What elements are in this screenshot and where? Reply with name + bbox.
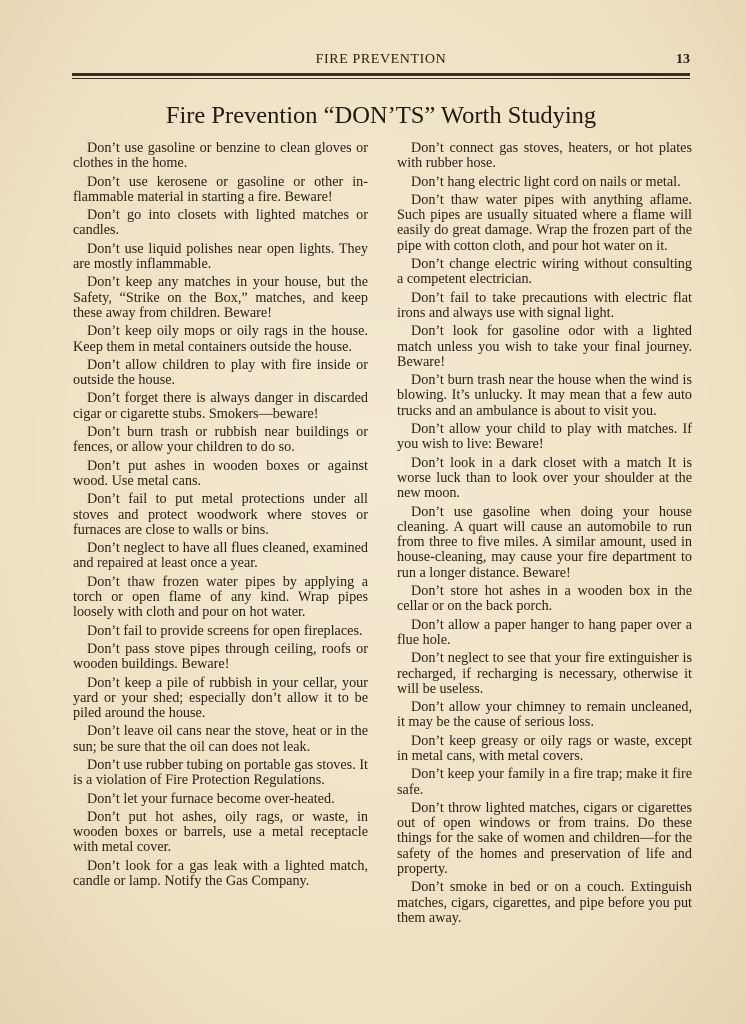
dont-item: Don’t smoke in bed or on a couch. Extinguish matches, cigars, cigarettes, and pipe before you put them away. bbox=[397, 879, 692, 926]
dont-item: Don’t use rubber tubing on portable gas stoves. It is a violation of Fire Protection Regulations. bbox=[73, 756, 368, 789]
dont-item: Don’t look for a gas leak with a lighted match, candle or lamp. Notify the Gas Company. bbox=[73, 857, 368, 890]
dont-item: Don’t allow a paper hanger to hang paper over a flue hole. bbox=[397, 616, 692, 648]
dont-item: Don’t look for gasoline odor with a lighted match unless you wish to take your final journey. Beware! bbox=[397, 323, 692, 370]
dont-item: Don’t fail to provide screens for open fireplaces. bbox=[87, 622, 363, 639]
dont-item: Don’t use gasoline or benzine to clean gloves or clothes in the home. bbox=[73, 140, 368, 172]
dont-item: Don’t throw lighted matches, cigars or cigarettes out of open windows or from trains. Do these things for the sake of women and children—for the safety of the homes and preservation of life and property. bbox=[397, 799, 692, 878]
dont-item: Don’t burn trash or rubbish near buildings or fences, or allow your children to do so. bbox=[73, 424, 368, 456]
dont-item: Don’t hang electric light cord on nails or metal. bbox=[411, 173, 681, 190]
running-title: FIRE PREVENTION bbox=[315, 52, 447, 67]
dont-item: Don’t neglect to have all flues cleaned, examined and repaired at least once a year. bbox=[73, 540, 368, 572]
dont-item: Don’t keep any matches in your house, but the Safety, “Strike on the Box,” matches, and keep these away from children. Beware! bbox=[73, 274, 368, 321]
dont-item: Don’t fail to take precautions with electric flat irons and always use with signal light. bbox=[397, 289, 692, 321]
dont-item: Don’t let your furnace become over-heated. bbox=[87, 790, 335, 807]
page-number: 13 bbox=[676, 52, 690, 67]
dont-item: Don’t thaw water pipes with anything aflame. Such pipes are usually situated where a flame will easily do great damage. Wrap the frozen part of the pipe with cotton cloth, and pour hot water on it. bbox=[397, 191, 692, 254]
dont-item: Don’t look in a dark closet with a match It is worse luck than to look over your shoulder at the new moon. bbox=[397, 454, 692, 502]
dont-item: Don’t thaw frozen water pipes by applying a torch or open flame of any kind. Wrap pipes loosely with cloth and pour on hot water. bbox=[73, 573, 368, 621]
dont-item: Don’t connect gas stoves, heaters, or hot plates with rubber hose. bbox=[397, 140, 692, 172]
dont-item: Don’t neglect to see that your fire extinguisher is recharged, if recharging is necessary, otherwise it will be useless. bbox=[397, 650, 692, 697]
left-column bbox=[73, 141, 368, 892]
dont-item: Don’t keep your family in a fire trap; make it fire safe. bbox=[397, 766, 692, 798]
header-rule-thin bbox=[72, 78, 690, 79]
dont-item: Don’t store hot ashes in a wooden box in the cellar or on the back porch. bbox=[397, 583, 692, 615]
dont-item: Don’t burn trash near the house when the wind is blowing. It’s unlucky. It may mean that a few auto trucks and an ambulance is about to visit you. bbox=[397, 372, 692, 419]
page-title: Fire Prevention “DON’TS” Worth Studying bbox=[165, 102, 597, 129]
dont-item: Don’t use kerosene or gasoline or other inflammable material in starting a fire. Beware! bbox=[73, 173, 368, 205]
dont-item: Don’t use gasoline when doing your house cleaning. A quart will cause an automobile to run from three to five miles. A similar amount, used in house-cleaning, may cause your fire department to run a longer distance. Beware! bbox=[397, 503, 692, 581]
dont-item: Don’t allow your chimney to remain uncleaned, it may be the cause of serious loss. bbox=[397, 699, 692, 731]
dont-item: Don’t leave oil cans near the stove, heat or in the sun; be sure that the oil can does not leak. bbox=[73, 723, 368, 755]
dont-item: Don’t keep greasy or oily rags or waste, except in metal cans, with metal covers. bbox=[397, 732, 692, 764]
dont-item: Don’t go into closets with lighted matches or candles. bbox=[73, 207, 368, 239]
dont-item: Don’t put ashes in wooden boxes or against wood. Use metal cans. bbox=[73, 457, 368, 489]
dont-item: Don’t use liquid polishes near open lights. They are mostly inflammable. bbox=[73, 240, 368, 273]
dont-item: Don’t allow your child to play with matches. If you wish to live: Beware! bbox=[397, 421, 692, 453]
dont-item: Don’t allow children to play with fire inside or outside the house. bbox=[73, 356, 368, 389]
running-head bbox=[72, 50, 690, 72]
dont-item: Don’t pass stove pipes through ceiling, roofs or wooden buildings. Beware! bbox=[73, 640, 368, 673]
dont-item: Don’t keep oily mops or oily rags in the house. Keep them in metal containers outside the house. bbox=[73, 323, 368, 355]
dont-item: Don’t forget there is always danger in discarded cigar or cigarette stubs. Smokers—beware! bbox=[73, 390, 368, 422]
dont-item: Don’t put hot ashes, oily rags, or waste, in wooden boxes or barrels, use a metal receptacle with metal cover. bbox=[73, 808, 368, 856]
right-column bbox=[397, 141, 692, 929]
dont-item: Don’t change electric wiring without consulting a competent electrician. bbox=[397, 256, 692, 288]
dont-item: Don’t fail to put metal protections under all stoves and protect woodwork where stoves or furnaces are close to walls or bins. bbox=[73, 491, 368, 538]
header-rule-thick bbox=[72, 73, 690, 76]
dont-item: Don’t keep a pile of rubbish in your cellar, your yard or your shed; especially don’t allow it to be piled around the house. bbox=[73, 674, 368, 722]
